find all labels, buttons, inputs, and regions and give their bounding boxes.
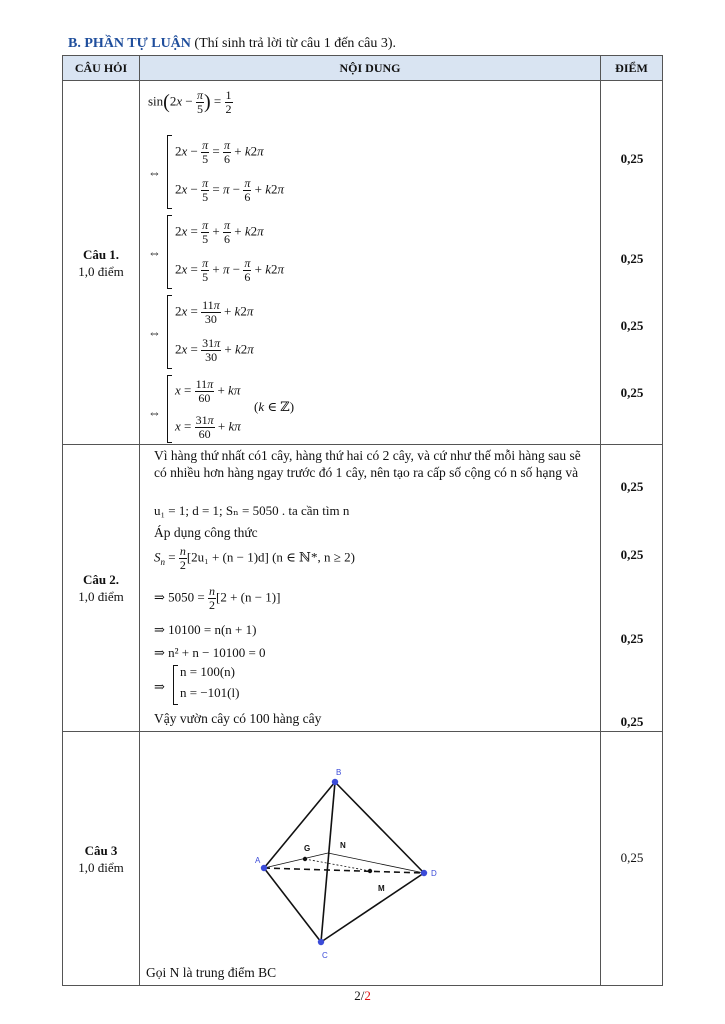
edge-CD (321, 873, 424, 942)
label-B: B (336, 768, 342, 777)
q2-given: u₁ = 1; d = 1; Sₙ = 5050 . ta cần tìm n (154, 503, 350, 518)
q1-eq-1b: 2x − $\frac{\pi}{5}$ = π − $\frac{\pi}{6}$ + k2π (175, 176, 284, 204)
table-row-q1 (63, 81, 663, 445)
q2-root1: n = 100(n) (180, 664, 235, 679)
q1-points: 1,0 điểm (78, 263, 124, 279)
edge-BC (321, 782, 335, 942)
point-B (332, 779, 338, 785)
q2-step3: ⇒ n² + n − 10100 = 0 (154, 645, 266, 660)
segment-ND (328, 853, 424, 873)
answer-table (62, 55, 663, 986)
edge-BD (335, 782, 424, 873)
header-question: CÂU HỎI (63, 56, 140, 81)
q1-eq-3a: 2x = $\frac{11\pi}{30}$ + k2π (175, 298, 254, 326)
q2-score-1: 0,25 (620, 479, 644, 494)
q1-k-set: (k ∈ ℤ) (254, 399, 295, 414)
label-C: C (322, 951, 328, 960)
tetrahedron-figure (140, 732, 600, 962)
q1-score-3: 0,25 (620, 318, 644, 333)
page-current: 2/ (354, 988, 365, 1003)
q3-score: 0,25 (620, 850, 644, 865)
q1-title: Câu 1. (82, 246, 120, 262)
label-M: M (378, 884, 385, 893)
q2-score-2: 0,25 (620, 547, 644, 562)
q1-eq-2b: 2x = $\frac{\pi}{5}$ + π − $\frac{\pi}{6}$ + k2π (175, 256, 284, 284)
section-heading (68, 36, 396, 52)
label-A: A (255, 856, 261, 865)
q2-paragraph: Vì hàng thứ nhất có1 cây, hàng thứ hai có 2 cây, và cứ như thế mỗi hàng sau sẽ có nhiều hơn hàng ngay trước đó 1 cây, nên tạo ra cấp số cộng có n số hạng và (154, 448, 581, 480)
point-G (303, 857, 307, 861)
q2-step1: ⇒ 5050 = $\frac{n}{2}$ [2 + (n − 1)] (154, 584, 281, 612)
table-row-q3 (63, 732, 663, 986)
q2-formula: $S_n$ = $\frac{n}{2}$ [2u₁ + (n − 1)d] (n ∈ ℕ*, n ≥ 2) (154, 544, 355, 572)
q1-content: sin(2x − $\frac{\pi}{5}$ ) = $\frac{1}{2}$ ⇔ 2x − $\frac{\pi}{5}$ = $\frac{\pi}{6}$ + k2π 2x − $\frac{\pi}{5}$ = π − $\frac{\pi}{6}$ + k2π ⇔ 2x = $\frac{\pi}{5}$ + $\frac{\pi}{6}$ + k2π 2x = $\frac{\pi}{5}$ + π − $\frac{\pi}{6}$ + k2π ⇔ 2x = $\frac{11\pi}{30}$ + k2π 2x = $\frac{31\pi}{30}$ + k2π ⇔ x = $\frac{11\pi}{60}$ + kπ (k ∈ ℤ) x = $\frac{31\pi}{60}$ + kπ (140, 81, 601, 445)
table-header-row (63, 56, 663, 81)
q2-conclusion: Vậy vườn cây có 100 hàng cây (154, 711, 322, 726)
edge-AB (264, 782, 335, 868)
q1-label (63, 81, 140, 445)
point-D (421, 870, 427, 876)
section-heading-bold: B. PHẦN TỰ LUẬN (68, 36, 191, 51)
q1-scores (601, 81, 663, 445)
q1-eq-3b: 2x = $\frac{31\pi}{30}$ + k2π (175, 336, 254, 364)
point-C (318, 939, 324, 945)
q1-eq-0: sin(2x − $\frac{\pi}{5}$ ) = $\frac{1}{2}$ (148, 88, 232, 116)
edge-AC (264, 868, 321, 942)
point-A (261, 865, 267, 871)
q1-score-2: 0,25 (620, 251, 644, 266)
q3-title: Câu 3 (84, 842, 118, 858)
point-M (368, 869, 372, 873)
q2-title: Câu 2. (82, 572, 120, 587)
q2-apply: Áp dụng công thức (154, 525, 258, 540)
q3-content (140, 732, 601, 986)
page-total: 2 (364, 988, 371, 1003)
label-D: D (431, 869, 437, 878)
q2-points: 1,0 điểm (78, 589, 124, 604)
q2-score-4: 0,25 (620, 714, 644, 729)
q1-score-4: 0,25 (620, 385, 644, 400)
label-G: G (304, 844, 311, 853)
q3-label (63, 732, 140, 986)
header-score: ĐIỂM (601, 56, 663, 81)
q1-eq-4a: x = $\frac{11\pi}{60}$ + kπ (175, 377, 241, 405)
section-heading-rest: (Thí sinh trả lời từ câu 1 đến câu 3). (190, 36, 397, 51)
q2-label (63, 445, 140, 732)
q2-step2: ⇒ 10100 = n(n + 1) (154, 622, 257, 637)
page-number (0, 988, 725, 1004)
q3-scores (601, 732, 663, 986)
q2-score-3: 0,25 (620, 631, 644, 646)
q1-eq-4b: x = $\frac{31\pi}{60}$ + kπ (175, 413, 241, 441)
q3-caption: Gọi N là trung điểm BC (146, 965, 277, 980)
q2-scores (601, 445, 663, 732)
q2-content: Vì hàng thứ nhất có1 cây, hàng thứ hai có 2 cây, và cứ như thế mỗi hàng sau sẽ có nhiều hơn hàng ngay trước đó 1 cây, nên tạo ra cấp số cộng có n số hạng và u₁ = 1; d = 1; Sₙ = 5050 . ta cần tìm n Áp dụng công thức $S_n$ = $\frac{n}{2}$ [2u₁ + (n − 1)d] (n ∈ ℕ*, n ≥ 2) ⇒ 5050 = $\frac{n}{2}$ [2 + (n − 1)] ⇒ 10100 = n(n + 1) ⇒ n² + n − 10100 = 0 ⇒ n = 100(n) n = −101(l) Vậy vườn cây có 100 hàng cây (140, 445, 601, 732)
edge-AD (264, 868, 424, 873)
q2-root2: n = −101(l) (180, 685, 240, 700)
q1-eq-2a: 2x = $\frac{\pi}{5}$ + $\frac{\pi}{6}$ + k2π (175, 218, 264, 246)
q1-eq-1a: 2x − $\frac{\pi}{5}$ = $\frac{\pi}{6}$ + k2π (175, 138, 264, 166)
q1-score-1: 0,25 (620, 151, 644, 166)
label-N: N (340, 841, 346, 850)
table-row-q2 (63, 445, 663, 732)
q3-points: 1,0 điểm (78, 859, 124, 875)
header-content: NỘI DUNG (140, 56, 601, 81)
